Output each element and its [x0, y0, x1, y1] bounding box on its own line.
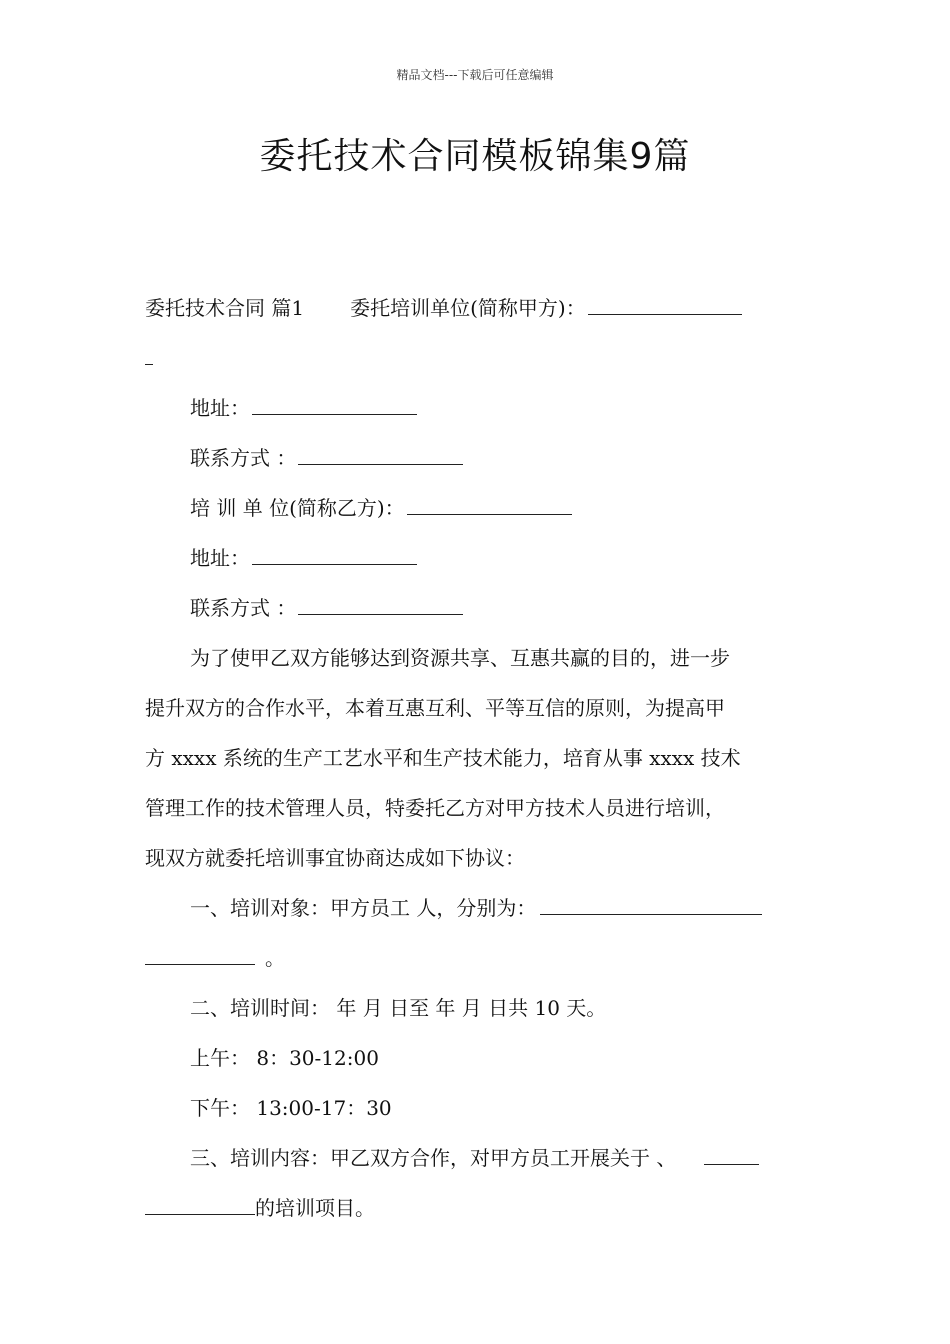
- paragraph-line: 现双方就委托培训事宜协商达成如下协议：: [145, 846, 525, 870]
- contact-a-line: [145, 433, 807, 483]
- item-2-line: 二、培训时间： 年 月 日至 年 月 日共 10 天。: [190, 996, 607, 1020]
- contact-b-blank: [298, 592, 463, 615]
- item-1-end: 。: [265, 946, 285, 970]
- address-b-line: [145, 533, 807, 583]
- party-a-label: 委托培训单位(简称甲方)：: [350, 296, 586, 320]
- party-b-blank: [407, 492, 572, 515]
- item-3-blank-cont: [145, 1192, 255, 1215]
- party-b-line: [145, 483, 807, 533]
- contact-label-2: 联系方式 ：: [190, 596, 297, 620]
- item-1-blank: [540, 892, 762, 915]
- item-1-blank-cont: [145, 942, 255, 965]
- paragraph-line: 管理工作的技术管理人员，特委托乙方对甲方技术人员进行培训，: [145, 796, 725, 820]
- address-label: 地址：: [190, 396, 250, 420]
- contact-b-line: [145, 583, 807, 633]
- item-1-line: [145, 883, 807, 933]
- paragraph-line: 方 xxxx 系统的生产工艺水平和生产技术能力，培育从事 xxxx 技术: [145, 746, 741, 770]
- contact-a-blank: [298, 442, 463, 465]
- party-a-line: [145, 283, 807, 333]
- item-3-line: [145, 1133, 807, 1183]
- address-label-2: 地址：: [190, 546, 250, 570]
- party-a-line-cont: [145, 333, 807, 383]
- afternoon-line: 下午： 13:00-17：30: [190, 1096, 392, 1120]
- item-1-text: 一、培训对象：甲方员工 人，分别为：: [190, 896, 537, 920]
- item-3-blank: [704, 1142, 759, 1165]
- address-a-blank: [252, 392, 417, 415]
- header-note: 精品文档---下载后可任意编辑: [396, 68, 554, 82]
- address-a-line: [145, 383, 807, 433]
- party-b-label: 培 训 单 位(简称乙方)：: [190, 496, 405, 520]
- document-body: [145, 283, 807, 1233]
- item-3-end: 的培训项目。: [255, 1196, 375, 1220]
- party-a-blank-cont: [145, 342, 153, 365]
- contact-label: 联系方式 ：: [190, 446, 297, 470]
- page-title: 委托技术合同模板锦集9篇: [259, 136, 691, 177]
- section-label: 委托技术合同 篇1: [145, 296, 305, 320]
- paragraph-line: 为了使甲乙双方能够达到资源共享、互惠共赢的目的，进一步: [190, 646, 730, 670]
- item-3-text: 三、培训内容：甲乙双方合作，对甲方员工开展关于 、: [190, 1146, 677, 1170]
- item-1-line-cont: [145, 933, 807, 983]
- paragraph-line: 提升双方的合作水平，本着互惠互利、平等互信的原则，为提高甲: [145, 696, 725, 720]
- item-3-line-cont: [145, 1183, 807, 1233]
- morning-line: 上午： 8：30-12:00: [190, 1046, 379, 1070]
- party-a-blank: [588, 292, 742, 315]
- address-b-blank: [252, 542, 417, 565]
